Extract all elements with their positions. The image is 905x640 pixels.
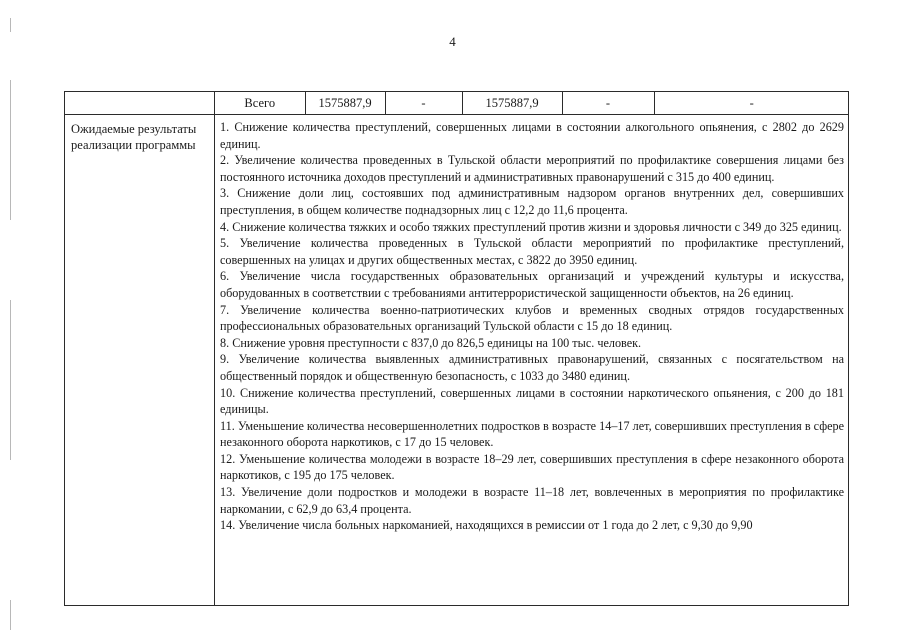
result-item: 4. Снижение количества тяжких и особо тяжких преступлений против жизни и здоровья личности с 349 до 325 единиц. xyxy=(220,219,842,234)
scan-edge-mark xyxy=(10,80,11,220)
result-item: 11. Уменьшение количества несовершеннолетних подростков в возрасте 14–17 лет, совершивших преступления в сфере незаконного оборота наркотиков, с 17 до 15 человек. xyxy=(220,418,844,450)
funding-value: 1575887,9 xyxy=(305,92,385,114)
result-item: 7. Увеличение количества военно-патриотических клубов и временных сводных отрядов государственных профессиональных образовательных организаций Тульской области с 15 до 18 единиц. xyxy=(220,302,844,334)
result-item: 13. Увеличение доли подростков и молодежи в возрасте 11–18 лет, вовлеченных в мероприятия по профилактике наркомании, с 62,9 до 63,4 процента. xyxy=(220,485,844,516)
scan-edge-mark xyxy=(10,18,11,32)
page-number: 4 xyxy=(449,34,456,49)
scan-edge-mark xyxy=(10,600,11,630)
result-item: 9. Увеличение количества выявленных административных правонарушений, связанных с посягательством на общественный порядок и общественную безопасность, с 1033 до 3480 единиц. xyxy=(220,352,844,383)
expected-results-label: Ожидаемые результаты реализации программы xyxy=(65,115,215,606)
result-item: 6. Увеличение числа государственных образовательных организаций и учреждений культуры и искусства, оборудованных в соответствии с требованиями антитеррористической защищенности объектов, на 26 единиц. xyxy=(220,269,844,300)
result-item: 14. Увеличение числа больных наркоманией, находящихся в ремиссии от 1 года до 2 лет, с 9,30 до 9,90 xyxy=(220,518,753,533)
result-item: 5. Увеличение количества проведенных в Тульской области мероприятий по профилактике преступлений, совершенных на улицах и других общественных местах, с 3822 до 3950 единиц. xyxy=(220,236,844,267)
funding-cells xyxy=(215,92,849,115)
result-item: 12. Уменьшение количества молодежи в возрасте 18–29 лет, совершивших преступления в сфере незаконного оборота наркотиков, с 195 до 175 человек. xyxy=(220,451,844,483)
scan-edge-mark xyxy=(10,300,11,460)
result-item: 2. Увеличение количества проведенных в Тульской области мероприятий по профилактике совершения лицами без постоянного источника доходов преступлений и административных правонарушений с 315 до 400 единиц. xyxy=(220,153,844,184)
result-item: 8. Снижение уровня преступности с 837,0 до 826,5 единицы на 100 тыс. человек. xyxy=(220,335,642,350)
empty-label-cell xyxy=(65,92,215,115)
total-label: Всего xyxy=(244,95,276,110)
funding-value: - xyxy=(385,92,462,114)
funding-value: - xyxy=(562,92,654,114)
funding-value: - xyxy=(654,92,849,114)
program-table xyxy=(64,91,849,606)
funding-value: 1575887,9 xyxy=(462,92,562,114)
result-item: 10. Снижение количества преступлений, совершенных лицами в состоянии наркотического опьянения, с 200 до 181 единицы. xyxy=(220,385,844,417)
result-item: 3. Снижение доли лиц, состоявших под административным надзором органов внутренних дел, совершивших преступления, в общем количестве поднадзорных лиц с 12,2 до 11,6 процента. xyxy=(220,186,844,217)
expected-results-row xyxy=(65,115,849,606)
expected-results-list xyxy=(215,115,849,606)
result-item: 1. Снижение количества преступлений, совершенных лицами в состоянии алкогольного опьянения, с 2802 до 2629 единиц. xyxy=(220,120,844,151)
funding-subtable xyxy=(215,92,849,114)
total-funding-row xyxy=(65,92,849,115)
